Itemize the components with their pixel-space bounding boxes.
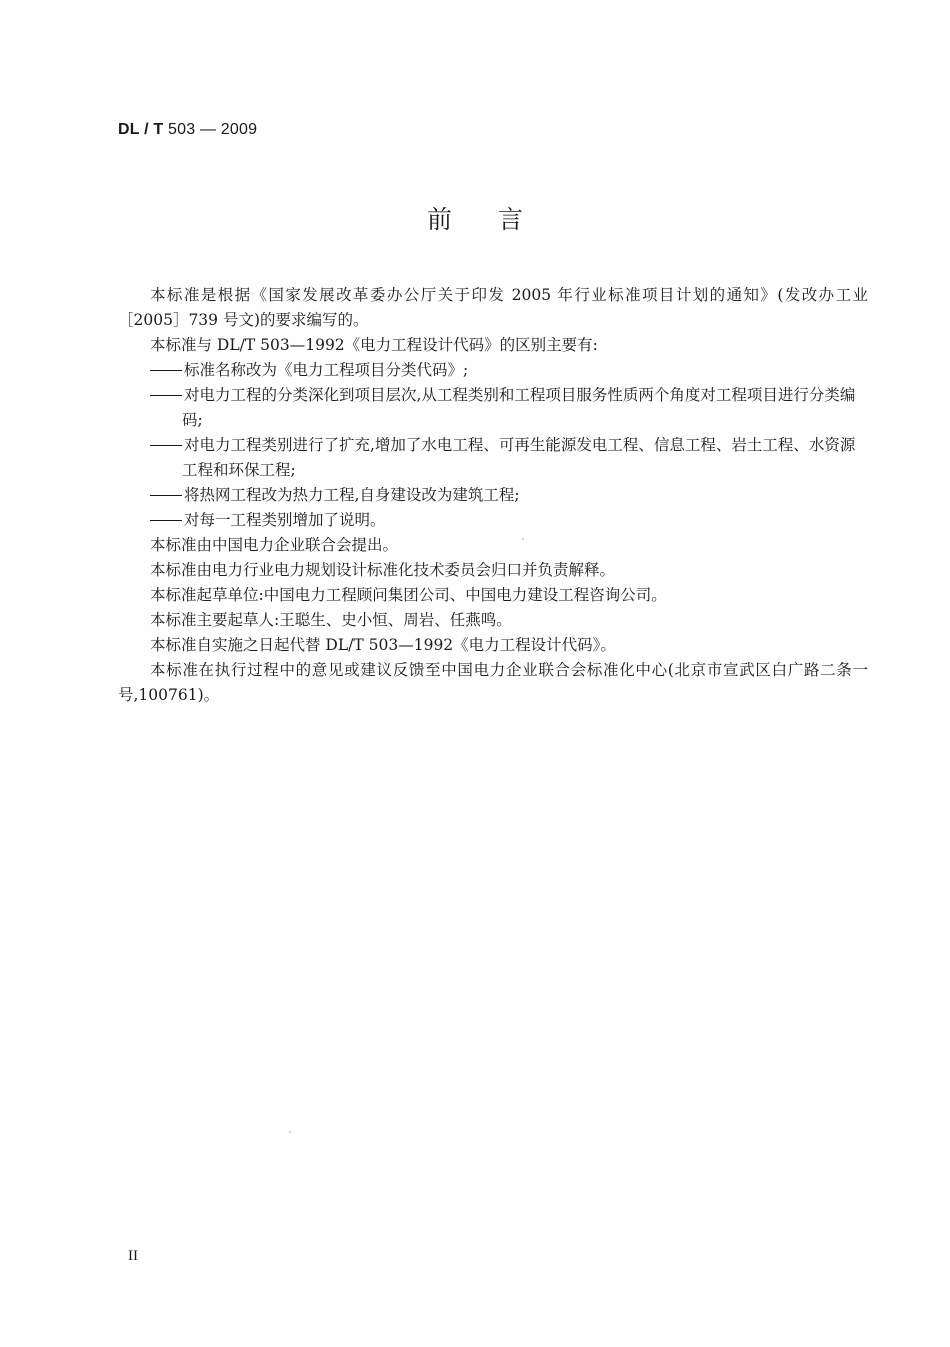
list-item-text: 对每一工程类别增加了说明。 <box>184 511 386 529</box>
paragraph: 本标准与 DL/T 503—1992《电力工程设计代码》的区别主要有: <box>150 336 598 354</box>
list-item-text: 标准名称改为《电力工程项目分类代码》; <box>184 361 469 379</box>
dash-marker <box>150 520 182 521</box>
paragraph: 本标准自实施之日起代替 DL/T 503—1992《电力工程设计代码》。 <box>150 636 616 654</box>
list-item-text: 将热网工程改为热力工程,自身建设改为建筑工程; <box>184 486 520 504</box>
list-item <box>118 483 868 508</box>
page-number: II <box>128 1248 138 1264</box>
paragraph: 本标准主要起草人:王聪生、史小恒、周岩、任燕鸣。 <box>150 611 512 629</box>
list-item-text: 对电力工程的分类深化到项目层次,从工程类别和工程项目服务性质两个角度对工程项目进行分类编码; <box>182 386 856 429</box>
dash-marker <box>150 495 182 496</box>
scan-speck <box>289 1131 291 1133</box>
dash-marker <box>150 370 182 371</box>
page-title: 前言 <box>426 205 569 234</box>
paragraph: 本标准由中国电力企业联合会提出。 <box>150 536 399 554</box>
standard-code <box>118 121 257 139</box>
list-item <box>118 358 868 383</box>
paragraph: 本标准由电力行业电力规划设计标准化技术委员会归口并负责解释。 <box>150 561 616 579</box>
list-item <box>118 508 868 533</box>
list-item-text: 对电力工程类别进行了扩充,增加了水电工程、可再生能源发电工程、信息工程、岩土工程、水资源工程和环保工程; <box>182 436 856 479</box>
foreword-body <box>118 283 868 708</box>
list-item <box>118 433 868 483</box>
paragraph: 本标准在执行过程中的意见或建议反馈至中国电力企业联合会标准化中心(北京市宣武区白广路二条一号,100761)。 <box>118 661 868 704</box>
standard-code-number: 503 — 2009 <box>168 121 258 138</box>
list-item <box>118 383 868 433</box>
paragraph: 本标准起草单位:中国电力工程顾问集团公司、中国电力建设工程咨询公司。 <box>150 586 667 604</box>
dash-marker <box>150 395 182 396</box>
standard-code-prefix: DL / T <box>118 121 164 138</box>
dash-marker <box>150 445 182 446</box>
scan-speck <box>522 538 524 540</box>
paragraph: 本标准是根据《国家发展改革委办公厅关于印发 2005 年行业标准项目计划的通知》(发改办工业［2005］739 号文)的要求编写的。 <box>118 286 868 329</box>
